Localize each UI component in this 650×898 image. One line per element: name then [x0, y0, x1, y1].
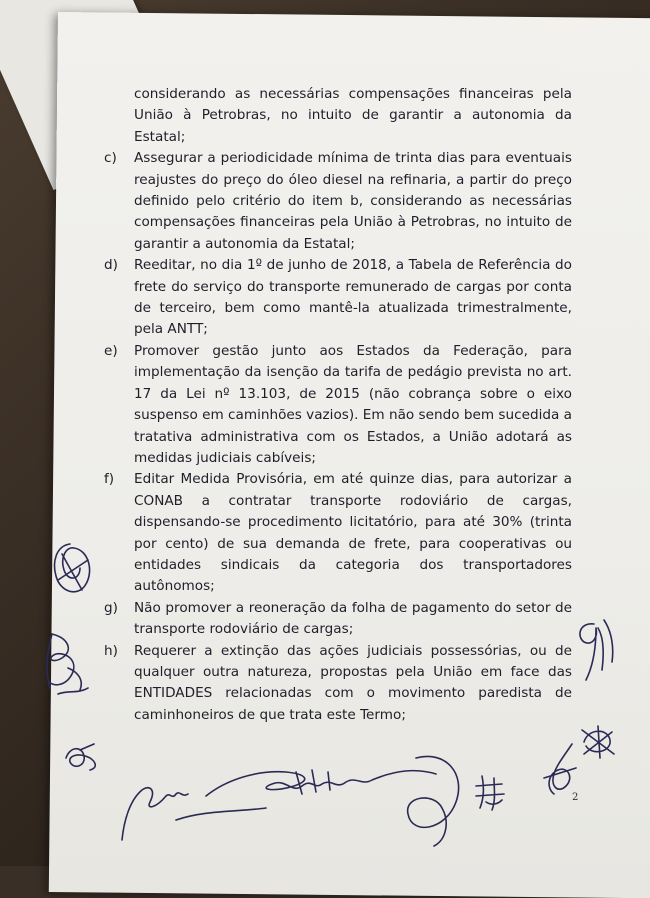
list-item: [104, 598, 572, 641]
item-text: Editar Medida Provisória, em até quinze dias, para autorizar a CONAB a contratar transporte rodoviário de cargas, dispensando-se procedimento licitatório, para até 30% (trinta por cento) de sua demanda de frete, para cooperativas ou entidades sindicais da categoria dos transportadores autônomos;: [134, 471, 572, 595]
document-body: [104, 84, 572, 726]
initials-signature-4: [568, 614, 620, 690]
list-item: [104, 469, 572, 597]
initials-signature-1: [48, 540, 94, 602]
page-number: 2: [572, 792, 579, 803]
item-label: f): [104, 471, 115, 488]
item-label: d): [104, 257, 118, 274]
list-item: [104, 148, 572, 255]
initials-signature-7: [472, 772, 508, 812]
item-label: c): [104, 150, 117, 167]
list-item: [104, 255, 572, 341]
initials-signature-5: [578, 722, 618, 760]
list-item: [104, 641, 572, 727]
item-text: Não promover a reoneração da folha de pagamento do setor de transporte rodoviário de cargas;: [134, 599, 572, 638]
list-item: [104, 341, 572, 469]
main-signature: [116, 750, 466, 850]
item-label: h): [104, 642, 118, 659]
item-text: Requerer a extinção das ações judiciais possessórias, ou de qualquer outra natureza, propostas pela União em face das ENTIDADES relacionadas com o movimento paredista de caminhoneiros de que trata este Termo;: [134, 642, 572, 723]
item-label: e): [104, 342, 118, 359]
item-text: Promover gestão junto aos Estados da Federação, para implementação da isenção da tarifa de pedágio prevista no art. 17 da Lei nº 13.103, de 2015 (não cobrança sobre o eixo suspenso em caminhões vazios). Em não sendo bem sucedida a tratativa administrativa com os Estados, a União adotará as medidas judiciais cabíveis;: [134, 342, 572, 466]
item-text: Reeditar, no dia 1º de junho de 2018, a Tabela de Referência do frete do serviço do transporte remunerado de cargas por conta de terceiro, bem como mantê-la atualizada trimestralmente, pela ANTT;: [134, 257, 572, 338]
item-label: g): [104, 599, 118, 616]
item-text: Assegurar a periodicidade mínima de trinta dias para eventuais reajustes do preço do óleo diesel na refinaria, a partir do preço definido pelo critério do item b, considerando as necessárias compensações financeiras pela União à Petrobras, no intuito de garantir a autonomia da Estatal;: [134, 150, 572, 252]
list-item: [104, 84, 572, 148]
initials-signature-6: [536, 738, 580, 800]
initials-signature-2: [38, 628, 94, 702]
item-text: considerando as necessárias compensações financeiras pela União à Petrobras, no intuito de garantir a autonomia da Estatal;: [134, 86, 572, 145]
initials-signature-3: [60, 740, 104, 774]
